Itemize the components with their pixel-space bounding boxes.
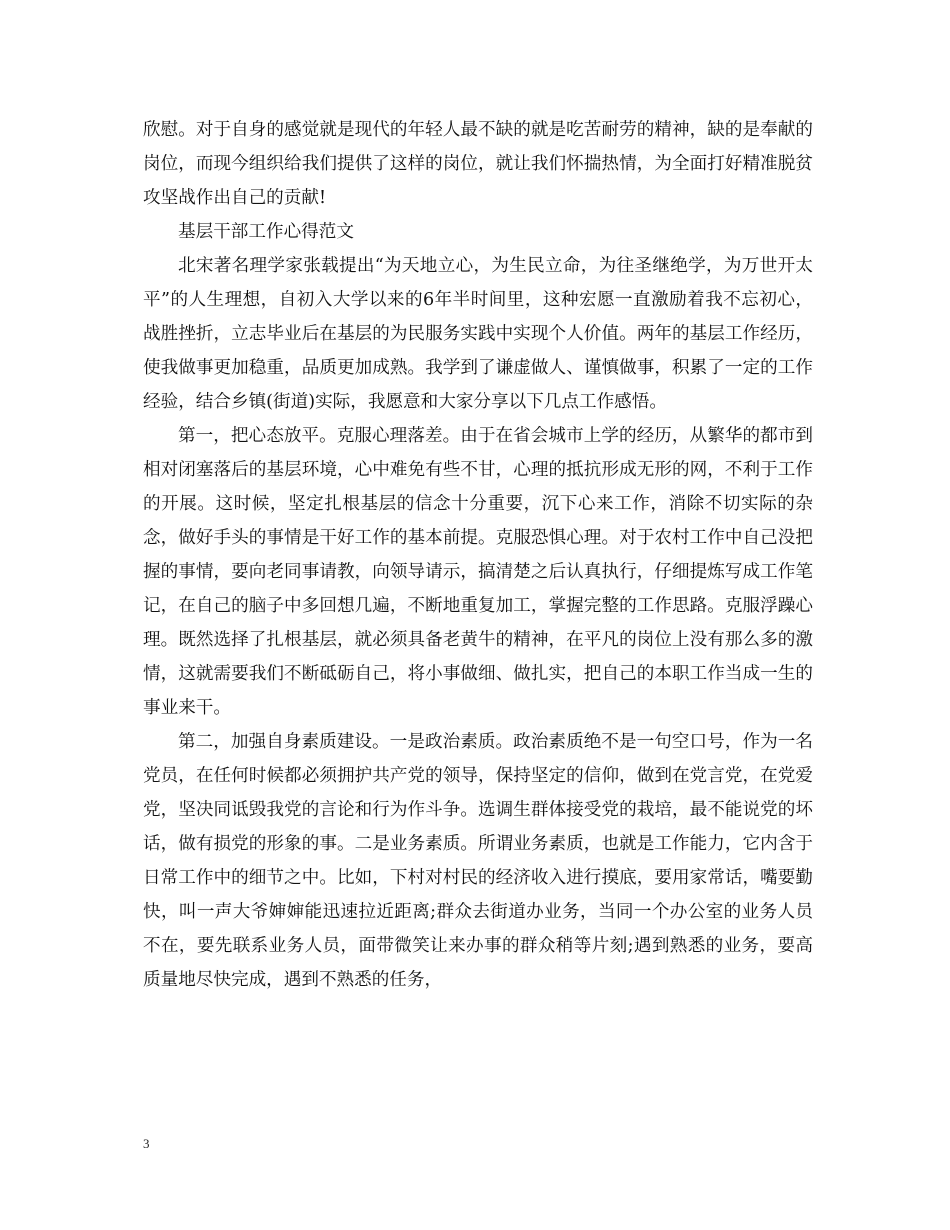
section-heading: 基层干部工作心得范文	[178, 222, 354, 242]
paragraph-intro: 北宋著名理学家张载提出“为天地立心，为生民立命，为往圣继绝学，为万世开太平”的人生理想，自初入大学以来的6年半时间里，这种宏愿一直激励着我不忘初心，战胜挫折，立志毕业后在基层的为民服务实践中实现个人价值。两年的基层工作经历，使我做事更加稳重，品质更加成熟。我学到了谦虚做人、谨慎做事，积累了一定的工作经验，结合乡镇(街道)实际，我愿意和大家分享以下几点工作感悟。	[143, 256, 813, 412]
document-body	[143, 113, 813, 997]
paragraph-point-two: 第二，加强自身素质建设。一是政治素质。政治素质绝不是一句空口号，作为一名党员，在任何时候都必须拥护共产党的领导，保持坚定的信仰，做到在党言党，在党爱党，坚决同诋毁我党的言论和行为作斗争。选调生群体接受党的栽培，最不能说党的坏话，做有损党的形象的事。二是业务素质。所谓业务素质，也就是工作能力，它内含于日常工作中的细节之中。比如，下村对村民的经济收入进行摸底，要用家常话，嘴要勤快，叫一声大爷婶婶能迅速拉近距离;群众去街道办业务，当同一个办公室的业务人员不在，要先联系业务人员，面带微笑让来办事的群众稍等片刻;遇到熟悉的业务，要高质量地尽快完成，遇到不熟悉的任务，	[143, 732, 813, 990]
page-number: 3	[143, 1136, 150, 1151]
paragraph-point-one: 第一，把心态放平。克服心理落差。由于在省会城市上学的经历，从繁华的都市到相对闭塞落后的基层环境，心中难免有些不甘，心理的抵抗形成无形的网，不利于工作的开展。这时候，坚定扎根基层的信念十分重要，沉下心来工作，消除不切实际的杂念，做好手头的事情是干好工作的基本前提。克服恐惧心理。对于农村工作中自己没把握的事情，要向老同事请教，向领导请示，搞清楚之后认真执行，仔细提炼写成工作笔记，在自己的脑子中多回想几遍，不断地重复加工，掌握完整的工作思路。克服浮躁心理。既然选择了扎根基层，就必须具备老黄牛的精神，在平凡的岗位上没有那么多的激情，这就需要我们不断砥砺自己，将小事做细、做扎实，把自己的本职工作当成一生的事业来干。	[143, 426, 813, 718]
paragraph-continuation: 欣慰。对于自身的感觉就是现代的年轻人最不缺的就是吃苦耐劳的精神，缺的是奉献的岗位，而现今组织给我们提供了这样的岗位，就让我们怀揣热情，为全面打好精准脱贫攻坚战作出自己的贡献!	[143, 120, 813, 208]
